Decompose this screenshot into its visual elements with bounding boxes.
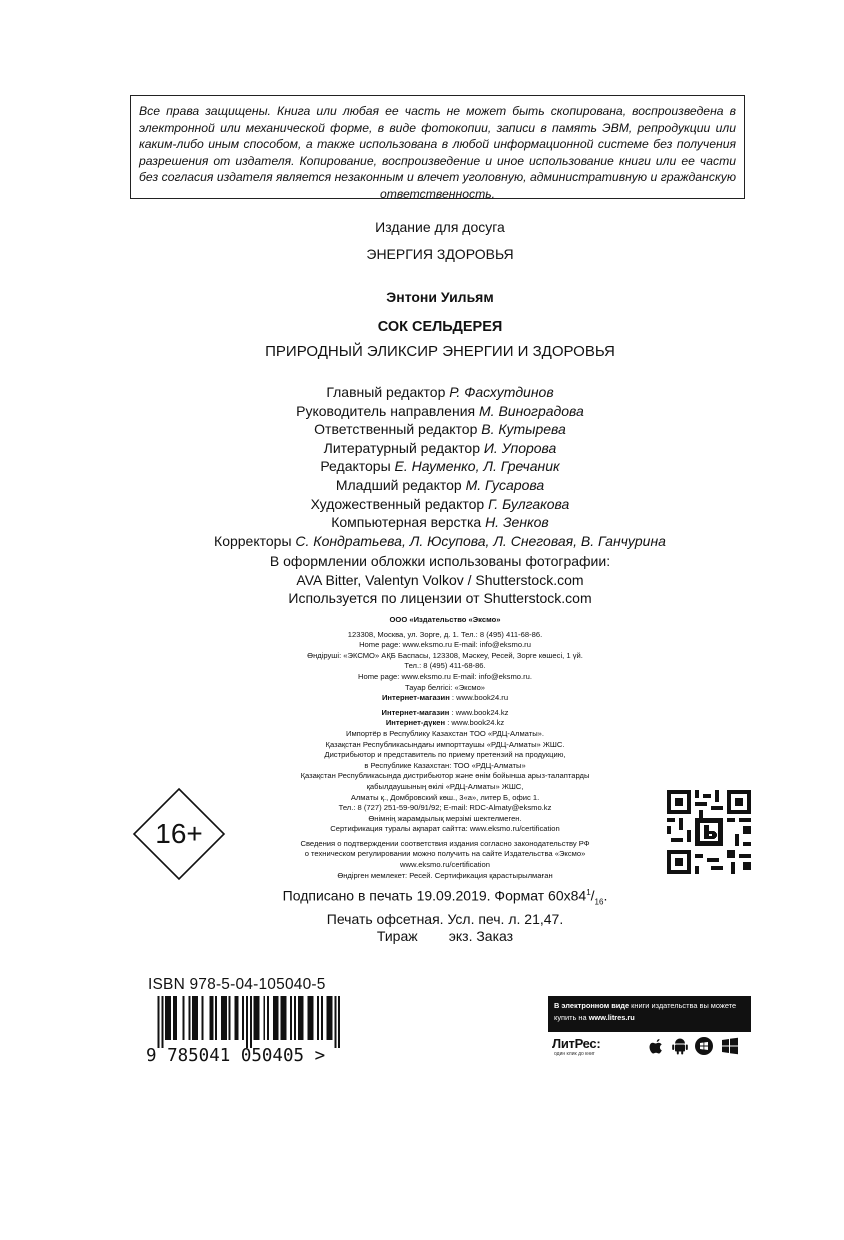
barcode-bar bbox=[223, 996, 225, 1040]
barcode-bar bbox=[277, 996, 279, 1040]
credit-role: Младший редактор bbox=[335, 476, 462, 493]
barcode-bar bbox=[161, 996, 163, 1048]
barcode-bar bbox=[196, 996, 198, 1040]
barcode-bar bbox=[169, 996, 171, 1040]
barcode-bar bbox=[282, 996, 284, 1040]
print-signed-text: Подписано в печать 19.09.2019. Формат 60x84 bbox=[282, 887, 587, 904]
imprint-line: Тел.: 8 (727) 251-59-90/91/92; E-mail: RDC-Almaty@eksmo.kz bbox=[338, 803, 552, 813]
imprint-line: Сведения о подтверждении соответствия издания согласно законодательству РФ bbox=[300, 838, 590, 848]
barcode-bar bbox=[194, 996, 196, 1040]
qr-code-icon bbox=[667, 790, 751, 874]
shop-label: Интернет-магазин bbox=[381, 707, 450, 717]
barcode-bar bbox=[234, 996, 236, 1040]
litres-url: www.litres.ru bbox=[588, 1013, 635, 1022]
barcode-bar bbox=[317, 996, 319, 1040]
credit-person: Г. Булгакова bbox=[488, 495, 570, 512]
barcode-bar bbox=[246, 996, 248, 1048]
barcode-bar bbox=[329, 996, 331, 1040]
barcode-icon bbox=[146, 996, 344, 1048]
barcode-bar bbox=[307, 996, 309, 1040]
imprint-line bbox=[240, 708, 650, 719]
credit-role: Корректоры bbox=[214, 532, 292, 549]
photo-credit-line: В оформлении обложки использованы фотографии: bbox=[269, 553, 611, 569]
imprint-line bbox=[240, 693, 650, 704]
imprint-line: Импортёр в Республику Казахстан ТОО «РДЦ-Алматы». bbox=[345, 728, 544, 738]
credit-person: И. Упорова bbox=[483, 439, 557, 456]
credit-line bbox=[150, 420, 730, 439]
author-name: Энтони Уильям bbox=[386, 289, 494, 305]
credit-line bbox=[150, 532, 730, 551]
litres-logo: ЛитРес: bbox=[552, 1036, 601, 1051]
credit-role: Ответственный редактор bbox=[314, 421, 478, 438]
barcode-bar bbox=[290, 996, 292, 1040]
barcode-bar bbox=[165, 996, 167, 1040]
litres-promo bbox=[548, 996, 751, 1076]
imprint-line: Өнімнің жарамдылық мерзімі шектелмеген. bbox=[368, 813, 522, 823]
imprint-line: қабылдаушының өкілі «РДЦ-Алматы» ЖШС, bbox=[366, 781, 524, 791]
credit-person: М. Виноградова bbox=[479, 402, 584, 419]
litres-tagline: один клик до книг bbox=[554, 1051, 595, 1057]
imprint-line bbox=[240, 718, 650, 729]
imprint-line: о техническом регулировании можно получить на сайте Издательства «Эксмо» bbox=[304, 849, 586, 859]
barcode-bar bbox=[338, 996, 340, 1048]
age-rating-label: 16+ bbox=[155, 818, 203, 849]
credits-list bbox=[150, 383, 730, 550]
print-line: Печать офсетная. Усл. печ. л. 21,47. bbox=[326, 910, 564, 927]
credit-line bbox=[150, 439, 730, 458]
credit-line bbox=[150, 457, 730, 476]
credit-person: Е. Науменко, Л. Гречаник bbox=[394, 458, 560, 475]
barcode-bar bbox=[242, 996, 244, 1040]
imprint-line: Өндіруші: «ЭКСМО» АҚБ Баспасы, 123308, Мәскеу, Ресей, Зорге көшесі, 1 үй. bbox=[307, 650, 583, 660]
barcode-bar bbox=[250, 996, 252, 1048]
credit-line bbox=[150, 383, 730, 402]
barcode-bar bbox=[334, 996, 336, 1048]
imprint-line: Алматы қ., Домбровский көш., 3«а», литер Б, офис 1. bbox=[350, 792, 540, 802]
photo-credits bbox=[150, 552, 730, 608]
barcode-bar bbox=[175, 996, 177, 1040]
credit-line bbox=[150, 402, 730, 421]
barcode-digits: 9 785041 050405 > bbox=[146, 1046, 326, 1066]
publisher-imprint bbox=[240, 615, 650, 881]
barcode-bar bbox=[331, 996, 333, 1040]
barcode-bar bbox=[321, 996, 323, 1040]
print-line: Тираж экз. Заказ bbox=[376, 928, 514, 945]
barcode-bar bbox=[254, 996, 256, 1040]
barcode-bar bbox=[309, 996, 311, 1040]
barcode-bar bbox=[267, 996, 269, 1040]
barcode-bar bbox=[211, 996, 213, 1040]
print-suffix: . bbox=[603, 887, 608, 904]
barcode-bar bbox=[273, 996, 275, 1040]
windows-phone-icon bbox=[694, 1036, 714, 1056]
barcode-bar bbox=[257, 996, 259, 1040]
barcode-bar bbox=[183, 996, 185, 1040]
isbn-label: ISBN 978-5-04-105040-5 bbox=[148, 976, 326, 993]
imprint-line: www.eksmo.ru/certification bbox=[400, 860, 490, 870]
barcode-bar bbox=[294, 996, 296, 1040]
barcode-bar bbox=[209, 996, 211, 1040]
shop-label: Интернет-дүкен bbox=[385, 718, 446, 728]
litres-banner-text: книги издательства вы можете bbox=[629, 1001, 737, 1010]
barcode-bar bbox=[300, 996, 302, 1040]
litres-banner-bold: В электронном виде bbox=[554, 1001, 630, 1010]
credit-role: Руководитель направления bbox=[296, 402, 476, 419]
book-title: СОК СЕЛЬДЕРЕЯ bbox=[377, 319, 503, 335]
series-name: ЭНЕРГИЯ ЗДОРОВЬЯ bbox=[366, 246, 514, 262]
credit-person: С. Кондратьева, Л. Юсупова, Л. Снеговая, В. Ганчурина bbox=[295, 532, 666, 549]
barcode-bar bbox=[192, 996, 194, 1040]
credit-line bbox=[150, 495, 730, 514]
rights-notice-text: Все права защищены. Книга или любая ее часть не может быть скопирована, воспроизведена в электронной или механической форме, в виде фотокопии, записи в память ЭВМ, репродукции или каким-либо иным способом, а также использована в любой информационной системе без получения разрешения от издателя. Копирование, воспроизведение и иное использование книги или ее части без согласия издателя является незаконным и влечет уголовную, административную и гражданскую ответственность. bbox=[139, 104, 736, 201]
imprint-line: Сертификация туралы ақпарат сайтта: www.eksmo.ru/certification bbox=[330, 824, 560, 834]
photo-credit-line: Используется по лицензии от Shutterstock.com bbox=[288, 590, 592, 607]
shop-url: : www.book24.kz bbox=[449, 707, 509, 717]
imprint-line: Қазақстан Республикасында дистрибьютор және өнім бойынша арыз-талаптарды bbox=[300, 771, 590, 781]
windows-icon bbox=[720, 1036, 740, 1056]
imprint-line: Home page: www.eksmo.ru E-mail: info@eksmo.ru. bbox=[358, 671, 532, 681]
format-fraction-denominator: 16 bbox=[594, 897, 604, 907]
imprint-line: Home page: www.eksmo.ru E-mail: info@eksmo.ru bbox=[359, 640, 531, 650]
litres-banner bbox=[548, 996, 751, 1032]
credit-person: В. Кутырева bbox=[481, 421, 566, 438]
barcode-bar bbox=[327, 996, 329, 1040]
imprint-line: Тауар белгісі: «Эксмо» bbox=[404, 682, 486, 692]
credit-role: Литературный редактор bbox=[323, 439, 481, 456]
imprint-line: Өндірген мемлекет: Ресей. Сертификация қарастырылмаған bbox=[337, 870, 553, 880]
credit-role: Художественный редактор bbox=[310, 495, 485, 512]
shop-url: : www.book24.kz bbox=[445, 718, 505, 728]
barcode-bar bbox=[284, 996, 286, 1040]
barcode-bar bbox=[202, 996, 204, 1040]
credit-person: Р. Фасхутдинов bbox=[449, 384, 554, 400]
credit-line bbox=[150, 513, 730, 532]
credit-line bbox=[150, 476, 730, 495]
barcode-bar bbox=[215, 996, 217, 1040]
barcode-bar bbox=[221, 996, 223, 1040]
barcode-bar bbox=[188, 996, 190, 1040]
print-info bbox=[240, 884, 650, 946]
credit-role: Главный редактор bbox=[326, 384, 446, 400]
barcode-bar bbox=[256, 996, 258, 1040]
barcode-bar bbox=[281, 996, 283, 1040]
photo-credit-line: AVA Bitter, Valentyn Volkov / Shutterstock.com bbox=[296, 571, 584, 588]
barcode-bar bbox=[302, 996, 304, 1040]
rights-notice-box bbox=[130, 95, 745, 199]
barcode-bar bbox=[173, 996, 175, 1040]
edition-type: Издание для досуга bbox=[375, 219, 505, 235]
barcode-bar bbox=[236, 996, 238, 1040]
imprint-line: в Республике Казахстан: ТОО «РДЦ-Алматы» bbox=[364, 760, 526, 770]
litres-banner-text: купить на bbox=[554, 1013, 589, 1022]
publisher-name: ООО «Издательство «Эксмо» bbox=[389, 615, 501, 624]
shop-label: Интернет-магазин bbox=[381, 693, 450, 703]
barcode-bar bbox=[229, 996, 231, 1040]
imprint-line: Дистрибьютор и представитель по приему претензий на продукцию, bbox=[324, 750, 566, 760]
imprint-line: Қазақстан Республикасындағы импорттаушы «РДЦ-Алматы» ЖШС. bbox=[325, 739, 565, 749]
apple-icon bbox=[646, 1036, 666, 1056]
credit-role: Компьютерная верстка bbox=[331, 514, 482, 531]
book-subtitle: ПРИРОДНЫЙ ЭЛИКСИР ЭНЕРГИИ И ЗДОРОВЬЯ bbox=[265, 343, 615, 360]
shop-url: : www.book24.ru bbox=[449, 693, 509, 703]
barcode-bar bbox=[298, 996, 300, 1040]
print-line: Подписано в печать 19.09.2019. Формат $60x84^1/_{16}$. bbox=[282, 887, 608, 907]
imprint-line: Тел.: 8 (495) 411-68-86. bbox=[404, 661, 486, 671]
barcode-bar bbox=[167, 996, 169, 1040]
credit-person: Н. Зенков bbox=[485, 514, 549, 531]
format-fraction-numerator: 1 bbox=[586, 888, 591, 897]
barcode-bar bbox=[275, 996, 277, 1040]
barcode-bar bbox=[158, 996, 160, 1048]
credit-role: Редакторы bbox=[320, 458, 391, 475]
credit-person: М. Гусарова bbox=[465, 476, 545, 493]
barcode-bar bbox=[311, 996, 313, 1040]
barcode-bar bbox=[225, 996, 227, 1040]
imprint-line: 123308, Москва, ул. Зорге, д. 1. Тел.: 8 (495) 411-68-86. bbox=[347, 629, 543, 639]
barcode-bar bbox=[263, 996, 265, 1040]
android-icon bbox=[670, 1036, 690, 1056]
